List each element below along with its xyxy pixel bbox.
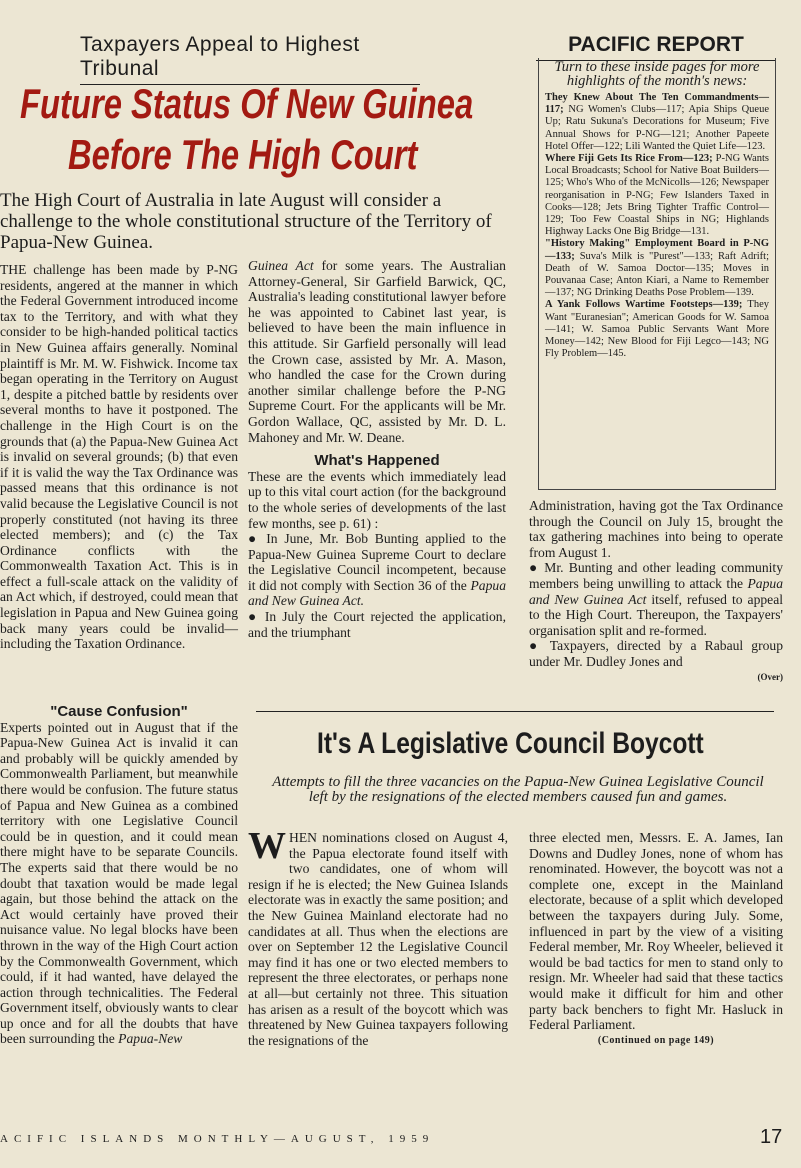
section-header: PACIFIC REPORT — [536, 33, 776, 61]
column-2b-bullet-2: ● In July the Court rejected the application, and the triumphant — [248, 609, 506, 640]
column-3-bullet-1-italic: Papua and New Guinea Act — [529, 575, 783, 607]
highlights-box — [538, 58, 776, 490]
second-article-column-2 — [529, 830, 783, 1048]
highlights-item — [545, 238, 769, 299]
footer-line: ACIFIC ISLANDS MONTHLY—AUGUST, 1959 — [0, 1133, 435, 1145]
column-2b-text: These are the events which immediately lead up to this vital court action (for the background to the whole series of developments of the last few months, see p. 61) : — [248, 468, 506, 531]
article-column-1-lower — [0, 704, 238, 1047]
column-2b-bullet-1: ● In June, Mr. Bob Bunting applied to the Papua-New Guinea Supreme Court to declare the Legislative Council incompetent, because it did not comply with Section 36 of the — [248, 531, 506, 593]
highlights-item — [545, 92, 769, 153]
column-2-text: for some years. The Australian Attorney-General, Sir Garfield Barwick, QC, Australia's leading constitutional lawyer before he was appointed to Cabinet last year, is believed to have been the main influence in this attitude. Sir Garfield personally will lead the Crown case, assisted by Mr. A. Mason, who handled the case for the Crown during another similar challenge before the P-NG Supreme Court. For the applicants will be Mr. Gordon Wallace, QC, assisted by Mr. D. L. Mahoney and Mr. W. Deane. — [248, 258, 506, 445]
over-marker: (Over) — [757, 671, 783, 682]
column-1b-text: Experts pointed out in August that if the Papua-New Guinea Act is invalid it can and probably will be quickly amended by Commonwealth Parliament, but meanwhile there would be confusion. The future status of Papua and New Guinea as a combined territory with one Legislative Council could be in question, and it could mean there might have to be separate Councils. The experts said that there would be no doubt that taxation would be made legal again, but those behind the attack on the Act would certainly have proved their nuisance value. No legal blocks have been thrown in the way of the High Court action by the Commonwealth Government, which could, if it had wanted, have delayed the action through technicalities. The Federal Government itself, obviously wants to clear up once and for all the doubts that have been surrounding the — [0, 719, 238, 1047]
continued-note: (Continued on page 149) — [597, 1034, 715, 1046]
column-3-bullet-2: ● Taxpayers, directed by a Rabaul group under Mr. Dudley Jones and — [529, 638, 783, 669]
column-1b-italic: Papua-New — [118, 1031, 183, 1047]
article-column-1 — [0, 262, 238, 652]
column-2b-bullet-1-italic: Papua and New Guinea Act. — [248, 577, 506, 609]
second-column-2-text: three elected men, Messrs. E. A. James, Ian Downs and Dudley Jones, none of whom has renominated. However, the boycott was not a complete one, except in the Mainland electorate, because of a split which developed between the taxpayers during July. Some, influenced in part by the view of a visiting Federal member, Mr. Roy Wheeler, believed it would be bad tactics for men to stand only to resign. Mr. Wheeler had said that these tactics would make it difficult for him and other party back benchers to fight Mr. Hasluck in Federal Parliament. — [529, 830, 783, 1033]
headline-line-2: Before The High Court — [68, 131, 418, 178]
highlights-item-body: Suva's Milk is "Purest"—133; Raft Adrift; Death of W. Samoa Doctor—135; Moves in Pouvanaa Case; Anton Kiari, a Name to Remember—137; NG Drinking Deaths Pose Problem—139. — [545, 250, 769, 299]
second-headline: It's A Legislative Council Boycott — [317, 727, 704, 760]
highlights-item-head: A Yank Follows Wartime Footsteps—139; — [545, 299, 743, 311]
highlights-item-head: "History Making" Employment Board in P-NG—133; — [545, 238, 769, 262]
column-3-bullet-1: ● Mr. Bunting and other leading community members being unwilling to attack the — [529, 560, 783, 591]
intro-paragraph — [0, 190, 512, 253]
headline-line-1: Future Status Of New Guinea — [20, 80, 474, 127]
highlights-item-body: They Want "Euranesian"; American Goods for W. Samoa—141; W. Samoa Public Servants Want More Money—142; New Blood for Fiji Legco—143; NG Fly Problem—145. — [545, 299, 770, 360]
article-column-2 — [248, 258, 506, 640]
intro-text: The High Court of Australia in late August will consider a challenge to the whole constitutional structure of the Territory of Papua-New Guinea. — [0, 190, 492, 253]
highlights-item-head: They Knew About The Ten Commandments—117; — [545, 92, 769, 116]
column-1-text: THE challenge has been made by P-NG residents, angered at the manner in which the Federal Government introduced income tax to the Territory, and with what they consider to be high-handed political tactics in New Guinea affairs generally. Nominal plaintiff is Mr. M. W. Fishwick. Income tax began operating in the Territory on August 1, despite a pitched battle by residents over several months to have it postponed. The challenge in the High Court is on the grounds that (a) the Papua-New Guinea Act is invalid on several grounds; (b) that even if it is valid the way the Tax Ordinance was passed means that this ordinance is not valid because the Legislative Council is not properly constituted (not having its three elected members); and (c) the Tax Ordinance conflicts with the Commonwealth Taxation Act. This is in effect a full-scale attack on the validity of an Act which, if destroyed, could mean that legislation in Papua and New Guinea going back many years could be invalid—including the Taxation Ordinance. — [0, 262, 238, 652]
kicker: Taxpayers Appeal to Highest Tribunal — [80, 33, 420, 85]
highlights-item-body: P-NG Wants Local Broadcasts; School for Native Boat Builders—125; Who's Who of the McNicolls—126; Newspaper reorganisation in P-NG; Few Islanders Taxed in Cooks—128; Jets Bring Tighter Traffic Control—129; Too Few Coastal Ships in NG; Highlands Highway Lacks One Big Bridge—131. — [545, 153, 770, 238]
second-deck: Attempts to fill the three vacancies on the Papua-New Guinea Legislative Council left by the resignations of the elected members caused fun and games. — [272, 774, 764, 805]
second-column-1-text: HEN nominations closed on August 4, the Papua electorate found itself with two candidates, one of whom will resign if he is elected; the New Guinea Islands electorate was in exactly the same position; and the New Guinea Mainland electorate had no candidates at all. Thus when the elections are over on September 12 the Legislative Council may find it has one or two elected members to represent the three electorates, or perhaps none at all—but certainly not three. This situation has arisen as a result of the boycott which was threatened by New Guinea taxpayers following the resignations of the — [248, 830, 508, 1048]
second-article-column-1 — [248, 825, 508, 1048]
highlights-item — [545, 299, 769, 360]
column-3-bullet-1-end: itself, refused to appeal to the High Court. Thereupon, the Taxpayers' organisation split and re-formed. — [529, 591, 784, 638]
column-2-italic-start: Guinea Act — [248, 258, 314, 273]
page-number: 17 — [760, 1126, 783, 1148]
highlights-title: Turn to these inside pages for more highlights of the month's news: — [554, 59, 760, 89]
article-column-3 — [529, 498, 783, 685]
highlights-item-head: Where Fiji Gets Its Rice From—123; — [545, 153, 713, 165]
highlights-item — [545, 153, 769, 238]
section-divider — [256, 711, 774, 712]
column-3-text: Administration, having got the Tax Ordinance through the Council on July 15, brought the tax gathering machines into being to operate from August 1. — [529, 498, 783, 560]
subheading-cause-confusion: "Cause Confusion" — [50, 703, 188, 720]
highlights-item-body: NG Women's Clubs—117; Apia Ships Queue Up; Ratu Sukuna's Decorations for Museum; Five Annual Shows for P-NG—121; Another Papeete Hotel Offer—122; Lili Wanted the Quiet Life—123. — [545, 104, 769, 152]
drop-cap: W — [248, 825, 286, 867]
subheading-whats-happened: What's Happened — [314, 452, 440, 470]
